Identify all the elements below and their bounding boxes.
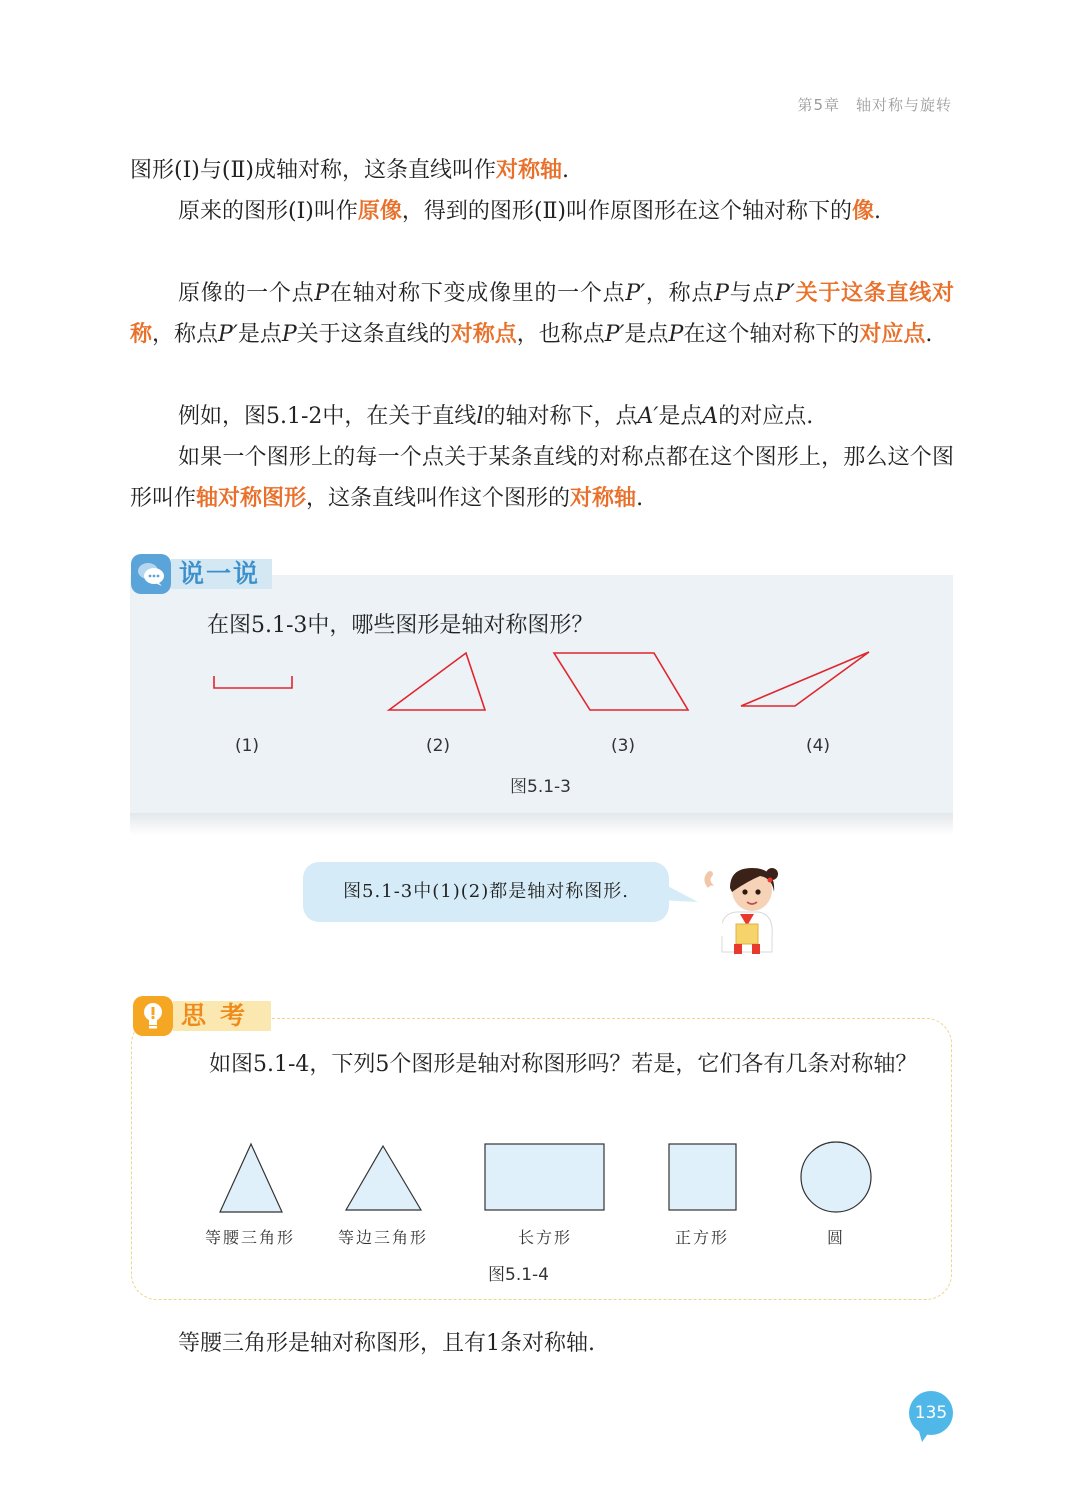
figure-caption-5-1-3: 图5.1-3 [510, 777, 571, 797]
running-header [797, 94, 952, 115]
term-preimage: 原像 [357, 199, 402, 224]
term-axis: 对称轴 [495, 158, 562, 183]
shape-label-circle: 圆 [826, 1228, 845, 1247]
think-title: 思考 [173, 1001, 271, 1031]
speech-bubble-tail [660, 878, 700, 908]
paragraph-2: 原来的图形(Ⅰ)叫作原像，得到的图形(Ⅱ)叫作原图形在这个轴对称下的像. [178, 199, 882, 224]
figure-label-1: (1) [234, 736, 260, 756]
equilateral-triangle-shape [346, 1146, 421, 1210]
circle-shape [801, 1142, 871, 1212]
chapter-title: 轴对称与旋转 [855, 96, 952, 114]
speech-bubble: 图5.1-3中(1)(2)都是轴对称图形. [303, 862, 669, 922]
shape-label-isosceles: 等腰三角形 [204, 1228, 295, 1247]
figure-label-4: (4) [805, 736, 831, 756]
isosceles-triangle-shape [220, 1144, 282, 1212]
page-number: 135 [909, 1391, 953, 1435]
square-shape [669, 1144, 736, 1210]
term-symmetric-about-line: 关于这条直线对称 [130, 281, 954, 347]
paragraph-3: 原像的一个点P在轴对称下变成像里的一个点P′，称点P与点P′关于这条直线对称，称点P′是点P关于这条直线的对称点，也称点P′是点P在这个轴对称下的对应点. [130, 281, 954, 347]
answer-text: 等腰三角形是轴对称图形，且有1条对称轴. [178, 1331, 595, 1356]
student-girl-icon [700, 862, 790, 954]
chapter-number: 第5章 [797, 96, 840, 114]
think-tag [133, 997, 271, 1035]
figure-3-parallelogram [554, 653, 688, 710]
shape-label-equilateral: 等边三角形 [337, 1228, 428, 1247]
shape-label-rectangle: 长方形 [517, 1228, 572, 1247]
paragraph-5: 如果一个图形上的每一个点关于某条直线的对称点都在这个图形上，那么这个图形叫作轴对称图形，这条直线叫作这个图形的对称轴. [130, 445, 954, 511]
figure-label-3: (3) [610, 736, 636, 756]
page-number-tail [916, 1428, 936, 1444]
rectangle-shape [485, 1144, 604, 1210]
paragraph-4: 例如，图5.1-2中，在关于直线l的轴对称下，点A′是点A的对应点. [178, 404, 814, 429]
figure-1-bracket [214, 676, 292, 688]
talk-question: 在图5.1-3中，哪些图形是轴对称图形？ [207, 613, 594, 638]
figure-4-obtuse-triangle [741, 652, 869, 706]
term-axis-2: 对称轴 [570, 486, 637, 511]
chat-bubbles-icon [131, 554, 171, 594]
shape-label-square: 正方形 [674, 1228, 729, 1247]
figure-label-2: (2) [425, 736, 451, 756]
lightbulb-icon [133, 996, 173, 1036]
term-symmetric-point: 对称点 [450, 322, 517, 347]
paragraph-1: 图形(Ⅰ)与(Ⅱ)成轴对称，这条直线叫作对称轴. [130, 158, 569, 183]
talk-tag [131, 555, 272, 593]
term-axisymmetric-figure: 轴对称图形 [196, 486, 307, 511]
think-figures [200, 1138, 890, 1218]
talk-title: 说一说 [171, 559, 272, 589]
talk-figures [130, 640, 953, 730]
talk-box-shadow [130, 813, 953, 835]
think-question: 如图5.1-4，下列5个图形是轴对称图形吗？若是，它们各有几条对称轴？ [209, 1052, 918, 1077]
figure-2-triangle [389, 653, 485, 710]
term-corresponding-point: 对应点 [859, 322, 926, 347]
figure-caption-5-1-4: 图5.1-4 [488, 1265, 549, 1285]
term-image: 像 [852, 199, 875, 224]
